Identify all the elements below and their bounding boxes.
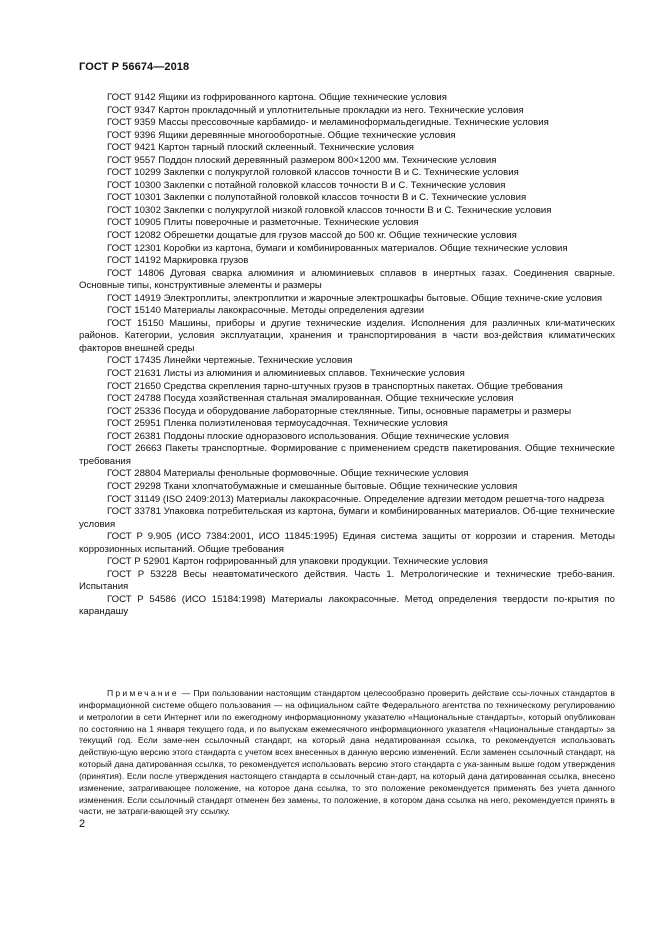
reference-item bbox=[79, 92, 615, 105]
reference-text: ГОСТ 21650 Средства скрепления тарно-штучных грузов в транспортных пакетах. Общие требования bbox=[107, 380, 563, 392]
reference-item bbox=[79, 142, 615, 155]
reference-text: ГОСТ 15140 Материалы лакокрасочные. Методы определения адгезии bbox=[107, 305, 425, 317]
reference-text: ГОСТ 10301 Заклепки с полупотайной головкой классов точности В и С. Технические условия bbox=[107, 192, 527, 204]
reference-text: ГОСТ 26663 Пакеты транспортные. Формирование с применением средств пакетирования. Общие технические требования bbox=[79, 443, 615, 467]
reference-item bbox=[79, 205, 615, 218]
reference-item bbox=[79, 318, 615, 356]
reference-item bbox=[79, 594, 615, 619]
reference-text: ГОСТ 25336 Посуда и оборудование лабораторные стеклянные. Типы, основные параметры и размеры bbox=[107, 405, 572, 417]
reference-text: ГОСТ 9421 Картон тарный плоский склеенный. Технические условия bbox=[107, 142, 415, 154]
reference-text: ГОСТ 14192 Маркировка грузов bbox=[107, 255, 249, 267]
reference-item bbox=[79, 105, 615, 118]
reference-item bbox=[79, 293, 615, 306]
reference-text: ГОСТ 10300 Заклепки с потайной головкой классов точности В и С. Технические условия bbox=[107, 179, 506, 191]
reference-text: ГОСТ 9557 Поддон плоский деревянный размером 800×1200 мм. Технические условия bbox=[107, 154, 497, 166]
reference-text: ГОСТ 9347 Картон прокладочный и уплотнительные прокладки из него. Технические условия bbox=[107, 104, 524, 116]
reference-text: ГОСТ 9396 Ящики деревянные многооборотные. Общие технические условия bbox=[107, 129, 456, 141]
reference-text: ГОСТ 21631 Листы из алюминия и алюминиевых сплавов. Технические условия bbox=[107, 368, 465, 380]
reference-text: ГОСТ 9142 Ящики из гофрированного картона. Общие технические условия bbox=[107, 92, 447, 103]
reference-item bbox=[79, 443, 615, 468]
reference-text: ГОСТ 10299 Заклепки с полукруглой головкой классов точности В и С. Технические условия bbox=[107, 167, 519, 179]
reference-text: ГОСТ 26381 Поддоны плоские одноразового использования. Общие технические условия bbox=[107, 430, 509, 442]
reference-text: ГОСТ 17435 Линейки чертежные. Технические условия bbox=[107, 355, 353, 367]
reference-text: ГОСТ 10905 Плиты поверочные и разметочные. Технические условия bbox=[107, 217, 419, 229]
note-text: — При пользовании настоящим стандартом целесообразно проверить действие ссы-лочных стандартов в информационной системе общего пользования — на официальном сайте Федерального агентства по техническому регулированию и метрологии в сети Интернет или по ежегодному информационному указателю «Национальные стандарты», который опубликован по состоянию на 1 января текущего года, и по выпускам ежемесячного информационного указателя «Национальные стандарты» за текущий год. Если заме-нен ссылочный стандарт, на который дана недатированная ссылка, то рекомендуется использовать действую-щую версию этого стандарта с учетом всех внесенных в данную версию изменений. Если заменен ссылочный стандарт, на который дана датированная ссылка, то рекомендуется использовать версию этого стандарта с ука-занным выше годом утверждения (принятия). Если после утверждения настоящего стандарта в ссылочный стан-дарт, на который дана датированная ссылка, внесено изменение, затрагивающее положение, на которое дана ссылка, то это положение рекомендуется применять без учета данного изменения. Если ссылочный стандарт отменен без замены, то положение, в котором дана ссылка на него, рекомендуется принять в части, не затраги-вающей эту ссылку. bbox=[79, 688, 615, 817]
reference-item bbox=[79, 481, 615, 494]
reference-item bbox=[79, 381, 615, 394]
reference-item bbox=[79, 117, 615, 130]
reference-item bbox=[79, 180, 615, 193]
reference-item bbox=[79, 155, 615, 168]
note-label: Примечание bbox=[107, 688, 179, 698]
reference-item bbox=[79, 506, 615, 531]
reference-item bbox=[79, 217, 615, 230]
reference-item bbox=[79, 556, 615, 569]
reference-text: ГОСТ 12301 Коробки из картона, бумаги и комбинированных материалов. Общие технические условия bbox=[107, 242, 568, 254]
reference-item bbox=[79, 192, 615, 205]
reference-item bbox=[79, 305, 615, 318]
reference-item bbox=[79, 494, 615, 507]
note-paragraph bbox=[79, 688, 615, 818]
reference-text: ГОСТ Р 9.905 (ИСО 7384:2001, ИСО 11845:1995) Единая система защиты от коррозии и старения. Методы коррозионных испытаний. Общие требования bbox=[79, 531, 615, 555]
reference-text: ГОСТ 12082 Обрешетки дощатые для грузов массой до 500 кг. Общие технические условия bbox=[107, 230, 517, 242]
reference-text: ГОСТ 29298 Ткани хлопчатобумажные и смешанные бытовые. Общие технические условия bbox=[107, 480, 518, 492]
reference-text: ГОСТ 28804 Материалы фенольные формовочные. Общие технические условия bbox=[107, 468, 469, 480]
reference-text: ГОСТ 24788 Посуда хозяйственная стальная эмалированная. Общие технические условия bbox=[107, 393, 514, 405]
reference-item bbox=[79, 531, 615, 556]
reference-item bbox=[79, 569, 615, 594]
reference-item bbox=[79, 431, 615, 444]
page-number: 2 bbox=[79, 818, 86, 830]
reference-text: ГОСТ 9359 Массы прессовочные карбамидо- и меламиноформальдегидные. Технические условия bbox=[107, 117, 549, 129]
reference-text: ГОСТ 14806 Дуговая сварка алюминия и алюминиевых сплавов в инертных газах. Соединения сварные. Основные типы, конструктивные элементы и размеры bbox=[79, 267, 615, 292]
reference-text: ГОСТ 31149 (ISO 2409:2013) Материалы лакокрасочные. Определение адгезии методом решетча-того надреза bbox=[107, 493, 605, 505]
reference-item bbox=[79, 393, 615, 406]
reference-item bbox=[79, 167, 615, 180]
reference-item bbox=[79, 230, 615, 243]
reference-text: ГОСТ 33781 Упаковка потребительская из картона, бумаги и комбинированных материалов. Об-щие технические условия bbox=[79, 506, 615, 530]
reference-item bbox=[79, 406, 615, 419]
reference-text: ГОСТ Р 54586 (ИСО 15184:1998) Материалы лакокрасочные. Метод определения твердости по-крытия по карандашу bbox=[79, 593, 615, 618]
reference-text: ГОСТ 10302 Заклепки с полукруглой низкой головкой классов точности В и С. Технические условия bbox=[107, 204, 552, 216]
reference-item bbox=[79, 243, 615, 256]
reference-text: ГОСТ Р 52901 Картон гофрированный для упаковки продукции. Технические условия bbox=[107, 556, 488, 568]
reference-item bbox=[79, 468, 615, 481]
reference-item bbox=[79, 355, 615, 368]
running-header: ГОСТ Р 56674—2018 bbox=[79, 61, 190, 73]
reference-item bbox=[79, 418, 615, 431]
reference-text: ГОСТ 15150 Машины, приборы и другие технические изделия. Исполнения для различных кли-матических районов. Категории, условия эксплуатации, хранения и транспортирования в части воз-действия климатических факторов внешней среды bbox=[79, 317, 615, 354]
normative-references-list bbox=[79, 92, 615, 619]
reference-item bbox=[79, 368, 615, 381]
reference-item bbox=[79, 130, 615, 143]
reference-text: ГОСТ Р 53228 Весы неавтоматического действия. Часть 1. Метрологические и технические требо-вания. Испытания bbox=[79, 568, 615, 593]
reference-item bbox=[79, 255, 615, 268]
reference-item bbox=[79, 268, 615, 293]
reference-text: ГОСТ 25951 Пленка полиэтиленовая термоусадочная. Технические условия bbox=[107, 418, 448, 430]
reference-text: ГОСТ 14919 Электроплиты, электроплитки и жарочные электрошкафы бытовые. Общие техниче-ские условия bbox=[107, 292, 603, 304]
